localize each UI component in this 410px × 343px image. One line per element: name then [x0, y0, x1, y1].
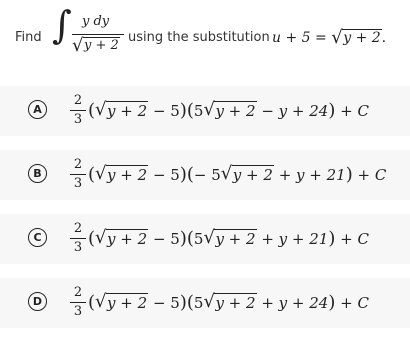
- constant: + C: [340, 294, 369, 312]
- answer-option-b[interactable]: [0, 150, 410, 200]
- second-radicand: y + 2: [215, 102, 256, 120]
- option-letter-b[interactable]: B: [28, 164, 47, 183]
- option-expression: ( √ y + 2 − 5)(5 √ y + 2 − y + 24) + C: [88, 100, 369, 121]
- first-tail: − 5: [152, 230, 180, 248]
- option-expression: ( √ y + 2 − 5)(− 5 √ y + 2 + y + 21) + C: [88, 164, 386, 185]
- first-radicand: y + 2: [107, 230, 148, 248]
- integrand-numerator: y dy: [82, 14, 110, 29]
- second-tail: − y + 24: [261, 102, 329, 120]
- substitution-end: .: [381, 30, 387, 46]
- first-tail: − 5: [152, 294, 180, 312]
- option-letter-d[interactable]: D: [28, 292, 47, 311]
- answer-option-c[interactable]: [0, 214, 410, 264]
- second-radicand: y + 2: [215, 230, 256, 248]
- option-letter-a[interactable]: A: [28, 100, 47, 119]
- second-tail: + y + 24: [261, 294, 329, 312]
- coefficient-numerator: 2: [73, 93, 83, 108]
- option-expression: ( √ y + 2 − 5)(5 √ y + 2 + y + 21) + C: [88, 228, 369, 249]
- first-tail: − 5: [152, 166, 180, 184]
- coefficient-numerator: 2: [73, 221, 83, 236]
- coefficient-denominator: 3: [73, 176, 83, 191]
- second-tail: + y + 21: [261, 230, 329, 248]
- substitution-equation: [272, 30, 386, 46]
- constant: + C: [340, 102, 369, 120]
- answer-option-a[interactable]: [0, 86, 410, 136]
- option-coefficient: [70, 222, 86, 255]
- constant: + C: [340, 230, 369, 248]
- option-coefficient: [70, 94, 86, 127]
- substitution-radicand: y + 2: [343, 30, 381, 46]
- option-expression: ( √ y + 2 − 5)(5 √ y + 2 + y + 24) + C: [88, 292, 369, 313]
- coefficient-numerator: 2: [73, 157, 83, 172]
- integral-sign: ∫: [52, 3, 72, 47]
- integrand-denominator: [72, 38, 120, 53]
- second-head: 5: [193, 294, 204, 312]
- second-head: − 5: [193, 166, 221, 184]
- second-head: 5: [193, 102, 204, 120]
- coefficient-denominator: 3: [73, 112, 83, 127]
- coefficient-bar: [70, 238, 86, 239]
- denominator-radicand: y + 2: [84, 38, 119, 53]
- second-radicand: y + 2: [232, 166, 273, 184]
- coefficient-denominator: 3: [73, 240, 83, 255]
- second-tail: + y + 21: [278, 166, 346, 184]
- coefficient-bar: [70, 110, 86, 111]
- first-radicand: y + 2: [107, 102, 148, 120]
- first-radicand: y + 2: [107, 166, 148, 184]
- second-radicand: y + 2: [215, 294, 256, 312]
- question-prompt: [0, 0, 410, 82]
- coefficient-numerator: 2: [73, 285, 83, 300]
- option-letter-c[interactable]: C: [28, 228, 47, 247]
- option-coefficient: [70, 158, 86, 191]
- first-tail: − 5: [152, 102, 180, 120]
- question-find-label: Find: [15, 30, 42, 45]
- substitution-lhs: u + 5 =: [272, 30, 327, 46]
- coefficient-denominator: 3: [73, 304, 83, 319]
- question-using-text: using the substitution: [128, 30, 270, 45]
- answer-option-d[interactable]: [0, 278, 410, 328]
- option-coefficient: [70, 286, 86, 319]
- coefficient-bar: [70, 302, 86, 303]
- constant: + C: [357, 166, 387, 184]
- first-radicand: y + 2: [107, 294, 148, 312]
- coefficient-bar: [70, 174, 86, 175]
- second-head: 5: [193, 230, 204, 248]
